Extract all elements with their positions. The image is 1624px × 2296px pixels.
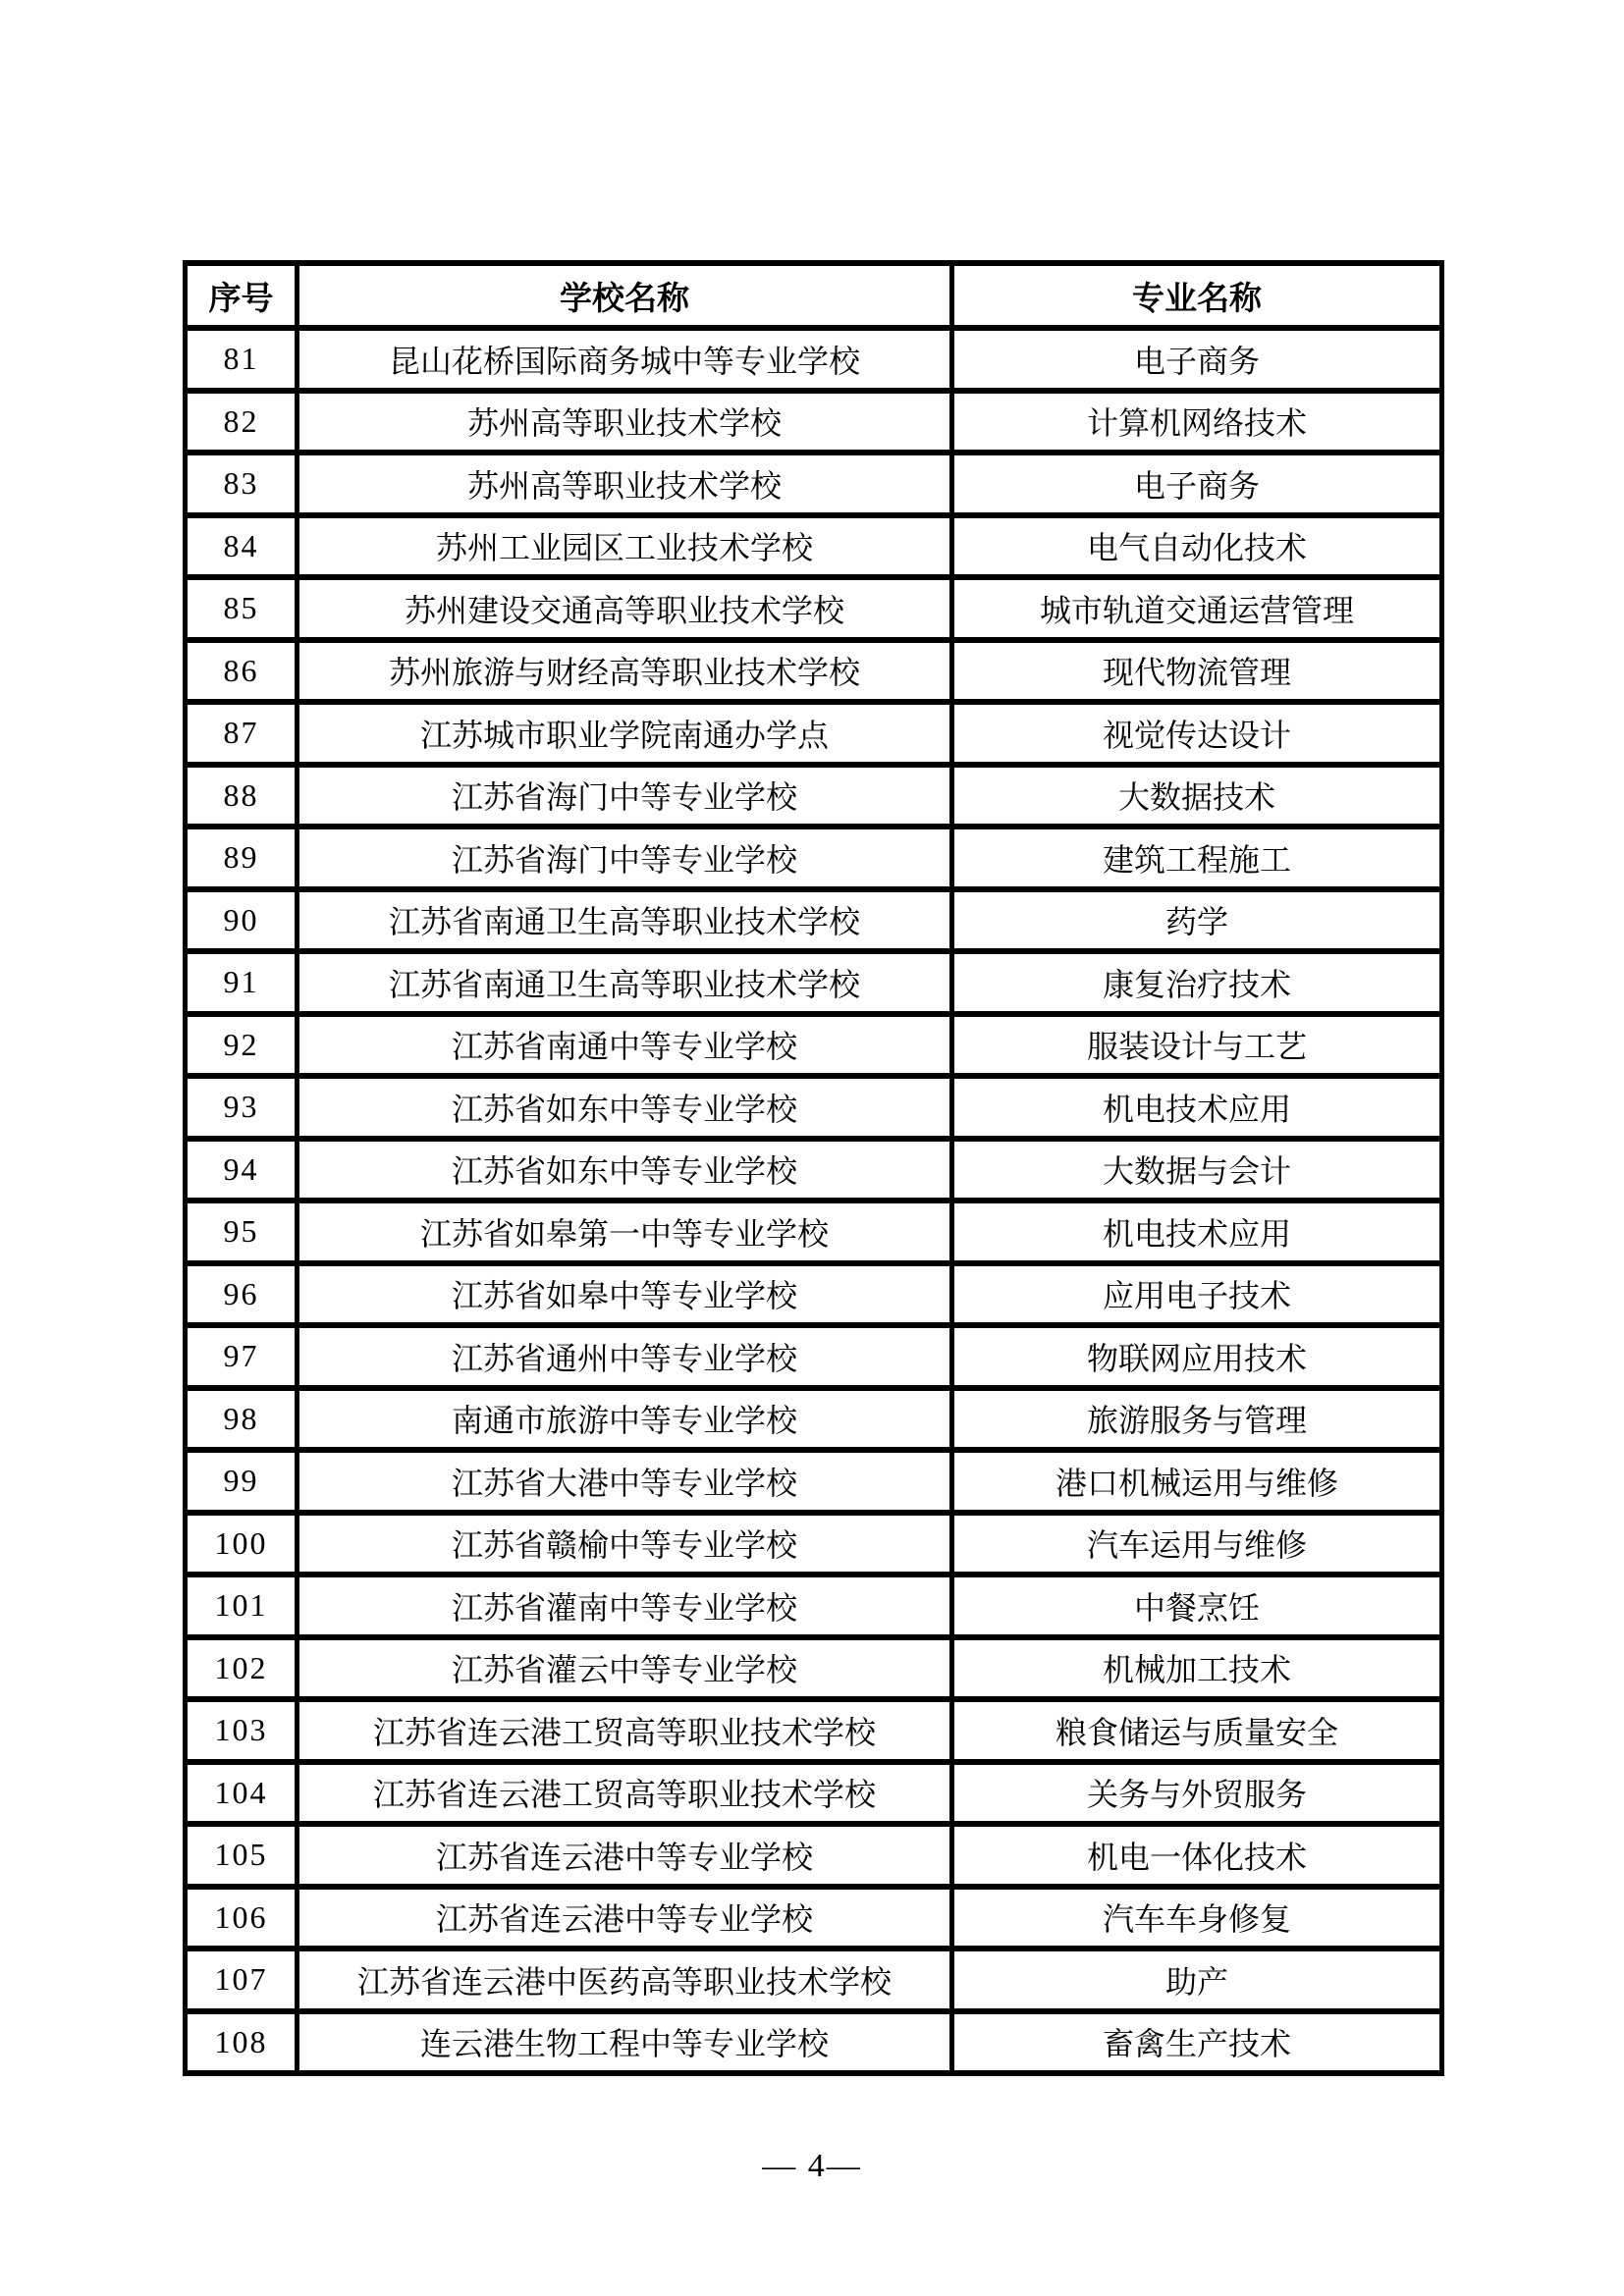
major-name-cell: 大数据技术: [952, 765, 1442, 828]
table-row: [186, 1824, 1442, 1887]
table-row: [186, 1263, 1442, 1326]
row-index-cell: 98: [186, 1388, 298, 1451]
major-name-cell: 药学: [952, 889, 1442, 952]
major-name-cell: 汽车运用与维修: [952, 1513, 1442, 1575]
school-name-cell: 江苏省连云港中等专业学校: [298, 1824, 952, 1887]
school-name-cell: 江苏省如皋第一中等专业学校: [298, 1201, 952, 1263]
major-name-cell: 电子商务: [952, 453, 1442, 515]
table-row: [186, 1637, 1442, 1700]
school-name-cell: 江苏省大港中等专业学校: [298, 1450, 952, 1513]
table-row: [186, 1762, 1442, 1825]
page-number: — 4—: [762, 2148, 862, 2184]
table-row: [186, 1699, 1442, 1762]
table-row: [186, 2011, 1442, 2074]
table-row: [186, 328, 1442, 391]
table-row: [186, 391, 1442, 454]
school-name-cell: 江苏省连云港中医药高等职业技术学校: [298, 1949, 952, 2011]
row-index-cell: 81: [186, 328, 298, 391]
school-name-cell: 南通市旅游中等专业学校: [298, 1388, 952, 1451]
school-name-cell: 昆山花桥国际商务城中等专业学校: [298, 328, 952, 391]
major-name-cell: 中餐烹饪: [952, 1575, 1442, 1637]
table-row: [186, 1325, 1442, 1388]
row-index-cell: 105: [186, 1824, 298, 1887]
row-index-cell: 99: [186, 1450, 298, 1513]
major-name-cell: 城市轨道交通运营管理: [952, 577, 1442, 640]
school-major-table-container: [183, 260, 1444, 2076]
major-name-cell: 计算机网络技术: [952, 391, 1442, 454]
table-row: [186, 1139, 1442, 1201]
header-cell-major: 专业名称: [952, 263, 1442, 328]
row-index-cell: 91: [186, 951, 298, 1014]
major-name-cell: 汽车车身修复: [952, 1887, 1442, 1949]
school-name-cell: 江苏省通州中等专业学校: [298, 1325, 952, 1388]
school-name-cell: 连云港生物工程中等专业学校: [298, 2011, 952, 2074]
table-row: [186, 765, 1442, 828]
major-name-cell: 视觉传达设计: [952, 702, 1442, 765]
school-name-cell: 江苏省赣榆中等专业学校: [298, 1513, 952, 1575]
major-name-cell: 关务与外贸服务: [952, 1762, 1442, 1825]
school-name-cell: 苏州工业园区工业技术学校: [298, 515, 952, 578]
row-index-cell: 94: [186, 1139, 298, 1201]
school-name-cell: 江苏省灌云中等专业学校: [298, 1637, 952, 1700]
major-name-cell: 物联网应用技术: [952, 1325, 1442, 1388]
row-index-cell: 107: [186, 1949, 298, 2011]
row-index-cell: 95: [186, 1201, 298, 1263]
school-name-cell: 江苏省如东中等专业学校: [298, 1076, 952, 1139]
table-row: [186, 1887, 1442, 1949]
major-name-cell: 康复治疗技术: [952, 951, 1442, 1014]
school-name-cell: 江苏省南通中等专业学校: [298, 1014, 952, 1077]
school-name-cell: 苏州旅游与财经高等职业技术学校: [298, 640, 952, 703]
row-index-cell: 97: [186, 1325, 298, 1388]
row-index-cell: 108: [186, 2011, 298, 2074]
table-row: [186, 1388, 1442, 1451]
major-name-cell: 电子商务: [952, 328, 1442, 391]
school-name-cell: 苏州高等职业技术学校: [298, 391, 952, 454]
row-index-cell: 101: [186, 1575, 298, 1637]
major-name-cell: 港口机械运用与维修: [952, 1450, 1442, 1513]
table-row: [186, 1014, 1442, 1077]
table-row: [186, 1949, 1442, 2011]
table-row: [186, 1076, 1442, 1139]
header-cell-index: 序号: [186, 263, 298, 328]
table-row: [186, 453, 1442, 515]
table-row: [186, 1201, 1442, 1263]
school-name-cell: 江苏省南通卫生高等职业技术学校: [298, 951, 952, 1014]
school-major-table: [183, 260, 1444, 2076]
school-name-cell: 苏州建设交通高等职业技术学校: [298, 577, 952, 640]
table-row: [186, 1575, 1442, 1637]
row-index-cell: 96: [186, 1263, 298, 1326]
school-name-cell: 江苏省连云港工贸高等职业技术学校: [298, 1762, 952, 1825]
row-index-cell: 104: [186, 1762, 298, 1825]
table-row: [186, 577, 1442, 640]
row-index-cell: 84: [186, 515, 298, 578]
table-row: [186, 1513, 1442, 1575]
table-row: [186, 1450, 1442, 1513]
major-name-cell: 机械加工技术: [952, 1637, 1442, 1700]
major-name-cell: 助产: [952, 1949, 1442, 2011]
row-index-cell: 90: [186, 889, 298, 952]
major-name-cell: 机电一体化技术: [952, 1824, 1442, 1887]
table-row: [186, 951, 1442, 1014]
table-row: [186, 702, 1442, 765]
major-name-cell: 机电技术应用: [952, 1076, 1442, 1139]
major-name-cell: 畜禽生产技术: [952, 2011, 1442, 2074]
major-name-cell: 电气自动化技术: [952, 515, 1442, 578]
row-index-cell: 87: [186, 702, 298, 765]
school-name-cell: 江苏省如皋中等专业学校: [298, 1263, 952, 1326]
school-name-cell: 江苏城市职业学院南通办学点: [298, 702, 952, 765]
school-name-cell: 江苏省灌南中等专业学校: [298, 1575, 952, 1637]
row-index-cell: 88: [186, 765, 298, 828]
major-name-cell: 现代物流管理: [952, 640, 1442, 703]
table-header-row: [186, 263, 1442, 328]
table-row: [186, 827, 1442, 889]
major-name-cell: 大数据与会计: [952, 1139, 1442, 1201]
table-row: [186, 889, 1442, 952]
major-name-cell: 服装设计与工艺: [952, 1014, 1442, 1077]
table-row: [186, 515, 1442, 578]
row-index-cell: 86: [186, 640, 298, 703]
row-index-cell: 83: [186, 453, 298, 515]
school-name-cell: 江苏省海门中等专业学校: [298, 765, 952, 828]
school-name-cell: 江苏省连云港中等专业学校: [298, 1887, 952, 1949]
school-name-cell: 江苏省连云港工贸高等职业技术学校: [298, 1699, 952, 1762]
school-name-cell: 江苏省如东中等专业学校: [298, 1139, 952, 1201]
school-name-cell: 江苏省南通卫生高等职业技术学校: [298, 889, 952, 952]
row-index-cell: 100: [186, 1513, 298, 1575]
row-index-cell: 92: [186, 1014, 298, 1077]
major-name-cell: 粮食储运与质量安全: [952, 1699, 1442, 1762]
school-name-cell: 苏州高等职业技术学校: [298, 453, 952, 515]
table-row: [186, 640, 1442, 703]
major-name-cell: 建筑工程施工: [952, 827, 1442, 889]
row-index-cell: 106: [186, 1887, 298, 1949]
row-index-cell: 102: [186, 1637, 298, 1700]
major-name-cell: 应用电子技术: [952, 1263, 1442, 1326]
row-index-cell: 82: [186, 391, 298, 454]
header-cell-school: 学校名称: [298, 263, 952, 328]
major-name-cell: 旅游服务与管理: [952, 1388, 1442, 1451]
row-index-cell: 89: [186, 827, 298, 889]
row-index-cell: 85: [186, 577, 298, 640]
major-name-cell: 机电技术应用: [952, 1201, 1442, 1263]
school-name-cell: 江苏省海门中等专业学校: [298, 827, 952, 889]
row-index-cell: 103: [186, 1699, 298, 1762]
row-index-cell: 93: [186, 1076, 298, 1139]
